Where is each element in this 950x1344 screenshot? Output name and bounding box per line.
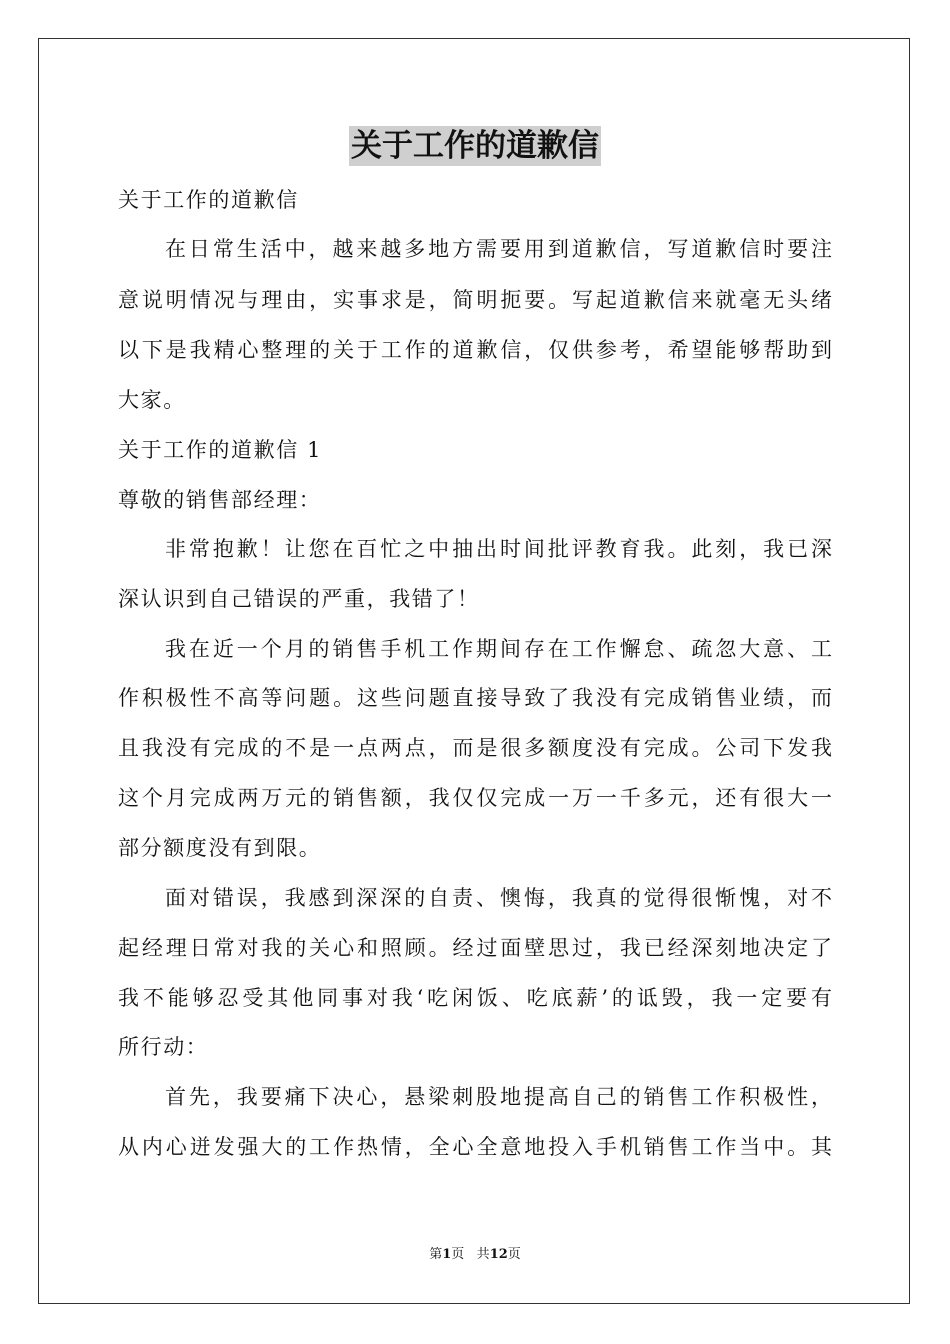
page-number-prefix: 第 [429,1247,443,1262]
body-line: 面对错误，我感到深深的自责、懊悔，我真的觉得很惭愧，对不 [165,886,832,910]
body-line: 关于工作的道歉信 [118,188,299,212]
body-line: 所行动： [118,1035,209,1059]
body-line: 且我没有完成的不是一点两点，而是很多额度没有完成。公司下发我 [118,736,832,760]
body-line: 意说明情况与理由，实事求是，简明扼要。写起道歉信来就毫无头绪 [118,288,832,312]
body-line: 这个月完成两万元的销售额，我仅仅完成一万一千多元，还有很大一 [118,786,832,810]
total-pages-suffix: 页 [507,1247,521,1262]
page-number-suffix: 页 [451,1247,465,1262]
page-footer [0,1246,950,1264]
total-pages: 12 [489,1247,508,1262]
page-border [38,38,910,1304]
body-line: 深认识到自己错误的严重，我错了！ [118,587,480,611]
total-pages-prefix: 共 [476,1247,490,1262]
body-line: 我在近一个月的销售手机工作期间存在工作懈怠、疏忽大意、工 [165,637,832,661]
body-line: 作积极性不高等问题。这些问题直接导致了我没有完成销售业绩，而 [118,686,832,710]
body-line: 起经理日常对我的关心和照顾。经过面壁思过，我已经深刻地决定了 [118,936,832,960]
body-line: 以下是我精心整理的关于工作的道歉信，仅供参考，希望能够帮助到 [118,338,832,362]
document-title: 关于工作的道歉信 [351,128,599,164]
body-line: 在日常生活中，越来越多地方需要用到道歉信，写道歉信时要注 [165,237,832,261]
body-line: 大家。 [118,388,186,412]
body-line: 关于工作的道歉信 1 [118,438,323,462]
body-line: 非常抱歉！让您在百忙之中抽出时间批评教育我。此刻，我已深 [165,537,832,561]
title-container [0,126,950,166]
body-line: 从内心迸发强大的工作热情，全心全意地投入手机销售工作当中。其 [118,1135,832,1159]
page-number: 1 [442,1247,452,1262]
body-line: 我不能够忍受其他同事对我‘吃闲饭、吃底薪’的诋毁，我一定要有 [118,986,832,1010]
body-line: 尊敬的销售部经理： [118,488,322,512]
body-line: 部分额度没有到限。 [118,836,322,860]
body-line: 首先，我要痛下决心，悬梁刺股地提高自己的销售工作积极性， [165,1085,832,1109]
